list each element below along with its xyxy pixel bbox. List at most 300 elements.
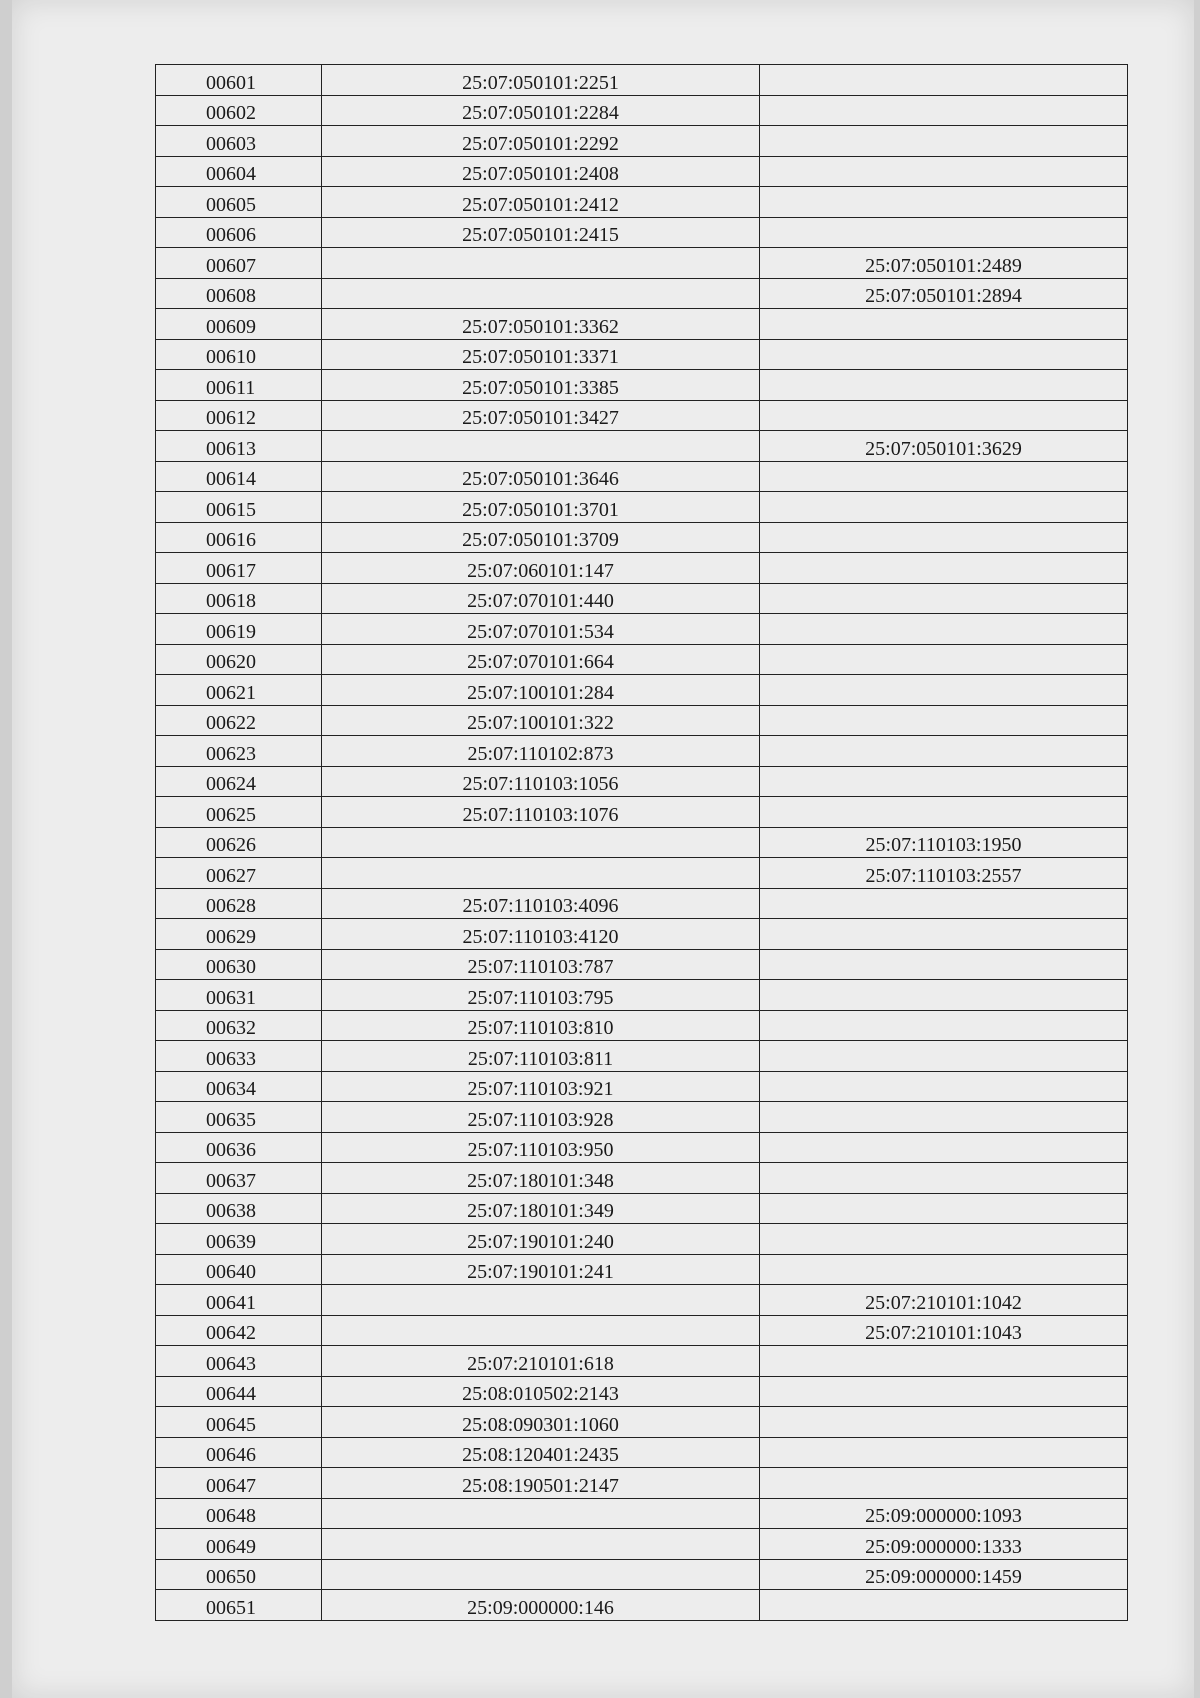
alt-cadastral-number-cell [760, 614, 1128, 645]
cell-text: 00622 [206, 712, 256, 734]
cell-text: 00636 [206, 1139, 256, 1161]
table-row [156, 156, 1128, 187]
cell-text: 25:07:100101:284 [467, 681, 614, 704]
cadastral-number-cell [322, 248, 760, 279]
cadastral-number-cell [322, 1407, 760, 1438]
row-number-cell [156, 614, 322, 645]
row-number-cell [156, 309, 322, 340]
cadastral-number-cell [322, 1559, 760, 1590]
cadastral-number-cell [322, 461, 760, 492]
row-number-cell [156, 95, 322, 126]
table-row [156, 949, 1128, 980]
cell-text: 00645 [206, 1413, 256, 1436]
table-row [156, 1163, 1128, 1194]
cell-text: 00605 [206, 193, 256, 216]
cell-text: 25:07:100101:322 [467, 712, 614, 734]
cadastral-number-cell [322, 797, 760, 828]
table-row [156, 766, 1128, 797]
cell-text: 00616 [206, 529, 256, 551]
table-row [156, 980, 1128, 1011]
row-number-cell [156, 1010, 322, 1041]
cell-text: 00620 [206, 651, 256, 673]
row-number-cell [156, 1376, 322, 1407]
cell-text: 25:07:210101:1042 [865, 1291, 1022, 1314]
cadastral-number-cell [322, 1010, 760, 1041]
cell-text: 00646 [206, 1444, 256, 1466]
cell-text: 25:07:060101:147 [467, 559, 614, 582]
cadastral-number-cell [322, 65, 760, 96]
cadastral-number-cell [322, 553, 760, 584]
cadastral-number-cell [322, 644, 760, 675]
row-number-cell [156, 461, 322, 492]
row-number-cell [156, 553, 322, 584]
alt-cadastral-number-cell [760, 1346, 1128, 1377]
row-number-cell [156, 675, 322, 706]
row-number-cell [156, 1529, 322, 1560]
cell-text: 25:08:010502:2143 [462, 1383, 619, 1405]
row-number-cell [156, 1407, 322, 1438]
alt-cadastral-number-cell [760, 1590, 1128, 1621]
cell-text: 25:07:210101:1043 [865, 1322, 1022, 1344]
row-number-cell [156, 888, 322, 919]
alt-cadastral-number-cell [760, 1010, 1128, 1041]
scanned-page [12, 0, 1194, 1698]
row-number-cell [156, 736, 322, 767]
alt-cadastral-number-cell [760, 95, 1128, 126]
cell-text: 25:07:110103:1950 [865, 834, 1022, 856]
cell-text: 25:07:110103:810 [467, 1017, 614, 1039]
row-number-cell [156, 1315, 322, 1346]
cadastral-number-cell [322, 1529, 760, 1560]
alt-cadastral-number-cell [760, 1071, 1128, 1102]
table-row [156, 1498, 1128, 1529]
cell-text: 25:07:050101:3385 [462, 376, 619, 399]
cadastral-number-cell [322, 583, 760, 614]
table-row [156, 1285, 1128, 1316]
cell-text: 00625 [206, 803, 256, 826]
cell-text: 00627 [206, 864, 256, 887]
alt-cadastral-number-cell [760, 553, 1128, 584]
cell-text: 00637 [206, 1169, 256, 1192]
cadastral-number-cell [322, 766, 760, 797]
cell-text: 25:07:050101:2408 [462, 163, 619, 185]
cell-text: 25:09:000000:146 [467, 1596, 614, 1619]
row-number-cell [156, 1132, 322, 1163]
alt-cadastral-number-cell [760, 1468, 1128, 1499]
cell-text: 25:07:110103:811 [467, 1047, 614, 1070]
cell-text: 00644 [206, 1383, 256, 1405]
row-number-cell [156, 431, 322, 462]
row-number-cell [156, 1071, 322, 1102]
table-row [156, 339, 1128, 370]
alt-cadastral-number-cell [760, 827, 1128, 858]
alt-cadastral-number-cell [760, 156, 1128, 187]
table-row [156, 888, 1128, 919]
alt-cadastral-number-cell [760, 1407, 1128, 1438]
alt-cadastral-number-cell [760, 919, 1128, 950]
cell-text: 00633 [206, 1047, 256, 1070]
cell-text: 00651 [206, 1596, 256, 1619]
cadastral-number-cell [322, 1102, 760, 1133]
cell-text: 00639 [206, 1230, 256, 1253]
cadastral-number-cell [322, 217, 760, 248]
cell-text: 00643 [206, 1352, 256, 1375]
table-row [156, 1590, 1128, 1621]
cell-text: 00648 [206, 1505, 256, 1527]
table-row [156, 278, 1128, 309]
cell-text: 25:07:050101:3362 [462, 315, 619, 338]
alt-cadastral-number-cell [760, 1132, 1128, 1163]
row-number-cell [156, 1224, 322, 1255]
table-row [156, 1010, 1128, 1041]
cadastral-number-cell [322, 614, 760, 645]
cadastral-number-cell [322, 705, 760, 736]
table-row [156, 400, 1128, 431]
cell-text: 25:07:050101:3427 [462, 407, 619, 429]
cell-text: 25:09:000000:1093 [865, 1505, 1022, 1527]
alt-cadastral-number-cell [760, 217, 1128, 248]
table-row [156, 858, 1128, 889]
table-row [156, 95, 1128, 126]
table-row [156, 431, 1128, 462]
table-body [156, 65, 1128, 1621]
cell-text: 25:07:070101:440 [467, 590, 614, 612]
cell-text: 00602 [206, 102, 256, 124]
table-row [156, 1407, 1128, 1438]
cell-text: 25:07:050101:3709 [462, 529, 619, 551]
cell-text: 00609 [206, 315, 256, 338]
cadastral-number-cell [322, 339, 760, 370]
cell-text: 25:07:180101:349 [467, 1200, 614, 1222]
cadastral-number-cell [322, 522, 760, 553]
table-row [156, 1437, 1128, 1468]
alt-cadastral-number-cell [760, 461, 1128, 492]
row-number-cell [156, 583, 322, 614]
alt-cadastral-number-cell [760, 797, 1128, 828]
table-row [156, 1468, 1128, 1499]
table-row [156, 309, 1128, 340]
cell-text: 00614 [206, 468, 256, 490]
table-row [156, 1315, 1128, 1346]
cadastral-number-cell [322, 1590, 760, 1621]
cell-text: 25:07:050101:2292 [462, 132, 619, 155]
row-number-cell [156, 949, 322, 980]
row-number-cell [156, 370, 322, 401]
alt-cadastral-number-cell [760, 278, 1128, 309]
alt-cadastral-number-cell [760, 1102, 1128, 1133]
cell-text: 25:07:110103:928 [467, 1108, 614, 1131]
cell-text: 00604 [206, 163, 256, 185]
cadastral-number-cell [322, 278, 760, 309]
row-number-cell [156, 1590, 322, 1621]
cadastral-number-cell [322, 980, 760, 1011]
cell-text: 25:07:050101:3629 [865, 437, 1022, 460]
table-row [156, 1102, 1128, 1133]
alt-cadastral-number-cell [760, 126, 1128, 157]
alt-cadastral-number-cell [760, 980, 1128, 1011]
cadastral-number-cell [322, 949, 760, 980]
cell-text: 25:07:050101:2415 [462, 224, 619, 246]
alt-cadastral-number-cell [760, 1498, 1128, 1529]
cadastral-number-cell [322, 1346, 760, 1377]
cell-text: 25:07:110103:950 [467, 1139, 614, 1161]
alt-cadastral-number-cell [760, 705, 1128, 736]
cell-text: 25:07:180101:348 [467, 1169, 614, 1192]
table-row [156, 583, 1128, 614]
table-row [156, 1132, 1128, 1163]
cadastral-number-cell [322, 919, 760, 950]
cell-text: 25:07:050101:2284 [462, 102, 619, 124]
cell-text: 00632 [206, 1017, 256, 1039]
alt-cadastral-number-cell [760, 888, 1128, 919]
cell-text: 00624 [206, 773, 256, 795]
cadastral-table [155, 64, 1128, 1621]
cell-text: 00635 [206, 1108, 256, 1131]
table-row [156, 1559, 1128, 1590]
cell-text: 00601 [206, 71, 256, 94]
alt-cadastral-number-cell [760, 339, 1128, 370]
cell-text: 25:07:070101:664 [467, 651, 614, 673]
cadastral-number-cell [322, 888, 760, 919]
cell-text: 00650 [206, 1566, 256, 1588]
row-number-cell [156, 1193, 322, 1224]
alt-cadastral-number-cell [760, 370, 1128, 401]
row-number-cell [156, 1163, 322, 1194]
row-number-cell [156, 644, 322, 675]
row-number-cell [156, 156, 322, 187]
alt-cadastral-number-cell [760, 1193, 1128, 1224]
cadastral-number-cell [322, 156, 760, 187]
row-number-cell [156, 1041, 322, 1072]
alt-cadastral-number-cell [760, 583, 1128, 614]
cell-text: 00642 [206, 1322, 256, 1344]
table-row [156, 1224, 1128, 1255]
table-row [156, 797, 1128, 828]
alt-cadastral-number-cell [760, 492, 1128, 523]
cadastral-number-cell [322, 400, 760, 431]
cadastral-number-cell [322, 1071, 760, 1102]
cell-text: 00626 [206, 834, 256, 856]
alt-cadastral-number-cell [760, 431, 1128, 462]
cadastral-number-cell [322, 1468, 760, 1499]
table-row [156, 187, 1128, 218]
row-number-cell [156, 980, 322, 1011]
row-number-cell [156, 65, 322, 96]
alt-cadastral-number-cell [760, 766, 1128, 797]
cell-text: 25:08:090301:1060 [462, 1413, 619, 1436]
cadastral-number-cell [322, 431, 760, 462]
cell-text: 25:09:000000:1333 [865, 1535, 1022, 1558]
table-row [156, 1041, 1128, 1072]
row-number-cell [156, 1468, 322, 1499]
cell-text: 00634 [206, 1078, 256, 1100]
table-row [156, 461, 1128, 492]
cell-text: 25:07:050101:3701 [462, 498, 619, 521]
cell-text: 00610 [206, 346, 256, 368]
cell-text: 00603 [206, 132, 256, 155]
alt-cadastral-number-cell [760, 400, 1128, 431]
cell-text: 25:07:110103:921 [467, 1078, 614, 1100]
cell-text: 00621 [206, 681, 256, 704]
cadastral-number-cell [322, 1193, 760, 1224]
cell-text: 00617 [206, 559, 256, 582]
cadastral-number-cell [322, 492, 760, 523]
table-row [156, 65, 1128, 96]
alt-cadastral-number-cell [760, 248, 1128, 279]
alt-cadastral-number-cell [760, 309, 1128, 340]
cadastral-number-cell [322, 1376, 760, 1407]
row-number-cell [156, 1254, 322, 1285]
cell-text: 25:07:050101:2894 [865, 285, 1022, 307]
row-number-cell [156, 919, 322, 950]
table-row [156, 1529, 1128, 1560]
cadastral-number-cell [322, 370, 760, 401]
table-row [156, 370, 1128, 401]
cell-text: 00615 [206, 498, 256, 521]
alt-cadastral-number-cell [760, 736, 1128, 767]
row-number-cell [156, 1559, 322, 1590]
table-row [156, 248, 1128, 279]
cadastral-number-cell [322, 858, 760, 889]
alt-cadastral-number-cell [760, 644, 1128, 675]
cell-text: 25:08:190501:2147 [462, 1474, 619, 1497]
cell-text: 00623 [206, 742, 256, 765]
row-number-cell [156, 766, 322, 797]
row-number-cell [156, 1102, 322, 1133]
cell-text: 25:09:000000:1459 [865, 1566, 1022, 1588]
table-row [156, 614, 1128, 645]
alt-cadastral-number-cell [760, 1376, 1128, 1407]
table-row [156, 1346, 1128, 1377]
cell-text: 25:07:110103:4096 [462, 895, 619, 917]
row-number-cell [156, 522, 322, 553]
cell-text: 25:07:110103:795 [467, 986, 614, 1009]
row-number-cell [156, 278, 322, 309]
table-row [156, 1254, 1128, 1285]
cell-text: 25:07:050101:2489 [865, 254, 1022, 277]
row-number-cell [156, 492, 322, 523]
cadastral-number-cell [322, 1315, 760, 1346]
cell-text: 00647 [206, 1474, 256, 1497]
cell-text: 00613 [206, 437, 256, 460]
cell-text: 00638 [206, 1200, 256, 1222]
alt-cadastral-number-cell [760, 65, 1128, 96]
cell-text: 00628 [206, 895, 256, 917]
table-row [156, 1376, 1128, 1407]
cadastral-number-cell [322, 736, 760, 767]
table-row [156, 827, 1128, 858]
cell-text: 25:07:070101:534 [467, 620, 614, 643]
cadastral-number-cell [322, 187, 760, 218]
alt-cadastral-number-cell [760, 858, 1128, 889]
cell-text: 00606 [206, 224, 256, 246]
cadastral-number-cell [322, 1041, 760, 1072]
cell-text: 00640 [206, 1261, 256, 1283]
cell-text: 25:07:110103:1056 [462, 773, 619, 795]
alt-cadastral-number-cell [760, 1437, 1128, 1468]
cell-text: 25:07:050101:2412 [462, 193, 619, 216]
cell-text: 25:07:110103:4120 [462, 925, 619, 948]
alt-cadastral-number-cell [760, 1315, 1128, 1346]
table-row [156, 492, 1128, 523]
alt-cadastral-number-cell [760, 1041, 1128, 1072]
row-number-cell [156, 126, 322, 157]
cell-text: 25:07:110103:787 [467, 956, 614, 978]
cell-text: 00612 [206, 407, 256, 429]
table-row [156, 1071, 1128, 1102]
alt-cadastral-number-cell [760, 187, 1128, 218]
row-number-cell [156, 400, 322, 431]
cell-text: 25:07:050101:2251 [462, 71, 619, 94]
cell-text: 25:08:120401:2435 [462, 1444, 619, 1466]
table-row [156, 553, 1128, 584]
row-number-cell [156, 705, 322, 736]
cell-text: 00631 [206, 986, 256, 1009]
table-row [156, 522, 1128, 553]
table-row [156, 644, 1128, 675]
cell-text: 25:07:190101:240 [467, 1230, 614, 1253]
cell-text: 00649 [206, 1535, 256, 1558]
row-number-cell [156, 339, 322, 370]
cell-text: 00607 [206, 254, 256, 277]
cell-text: 25:07:050101:3646 [462, 468, 619, 490]
cadastral-number-cell [322, 1254, 760, 1285]
row-number-cell [156, 858, 322, 889]
row-number-cell [156, 1498, 322, 1529]
cell-text: 00618 [206, 590, 256, 612]
cell-text: 25:07:190101:241 [467, 1261, 614, 1283]
row-number-cell [156, 1285, 322, 1316]
cadastral-number-cell [322, 1163, 760, 1194]
row-number-cell [156, 187, 322, 218]
alt-cadastral-number-cell [760, 1163, 1128, 1194]
cadastral-number-cell [322, 1285, 760, 1316]
table-row [156, 705, 1128, 736]
cell-text: 00619 [206, 620, 256, 643]
cadastral-number-cell [322, 309, 760, 340]
row-number-cell [156, 1346, 322, 1377]
alt-cadastral-number-cell [760, 949, 1128, 980]
cadastral-number-cell [322, 1224, 760, 1255]
alt-cadastral-number-cell [760, 522, 1128, 553]
row-number-cell [156, 827, 322, 858]
cell-text: 25:07:110102:873 [467, 742, 614, 765]
cell-text: 25:07:210101:618 [467, 1352, 614, 1375]
cell-text: 00608 [206, 285, 256, 307]
alt-cadastral-number-cell [760, 1224, 1128, 1255]
table-row [156, 217, 1128, 248]
cadastral-number-cell [322, 1437, 760, 1468]
alt-cadastral-number-cell [760, 1285, 1128, 1316]
alt-cadastral-number-cell [760, 1559, 1128, 1590]
table-row [156, 1193, 1128, 1224]
alt-cadastral-number-cell [760, 1254, 1128, 1285]
row-number-cell [156, 1437, 322, 1468]
cell-text: 25:07:110103:1076 [462, 803, 619, 826]
cell-text: 00641 [206, 1291, 256, 1314]
table-row [156, 736, 1128, 767]
table-row [156, 919, 1128, 950]
row-number-cell [156, 248, 322, 279]
cadastral-number-cell [322, 827, 760, 858]
row-number-cell [156, 797, 322, 828]
table-row [156, 126, 1128, 157]
cell-text: 00629 [206, 925, 256, 948]
table-row [156, 675, 1128, 706]
alt-cadastral-number-cell [760, 675, 1128, 706]
cell-text: 25:07:050101:3371 [462, 346, 619, 368]
cadastral-number-cell [322, 1498, 760, 1529]
